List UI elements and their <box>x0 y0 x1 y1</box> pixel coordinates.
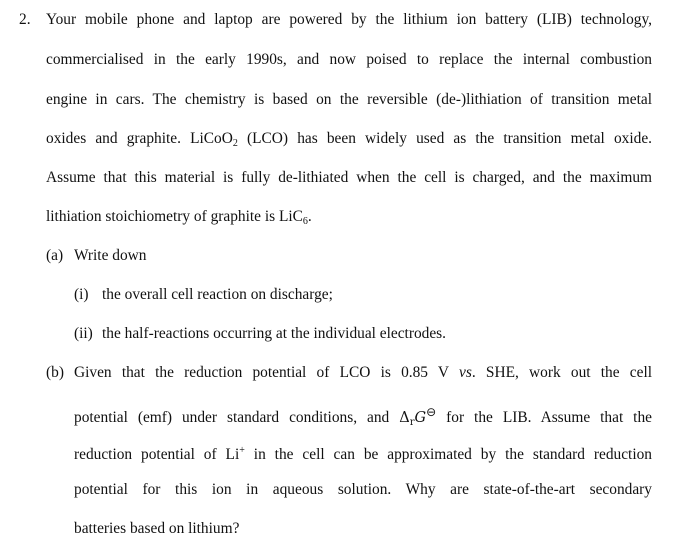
question-line-2: commercialised in the early 1990s, and now poised to replace the internal combustion <box>46 51 652 68</box>
standard-state-symbol: ⊖ <box>426 405 437 419</box>
line4-pre: oxides and graphite. LiCoO <box>46 130 233 147</box>
line4-post: (LCO) has been widely used as the transition metal oxide. <box>237 130 652 147</box>
gibbs-energy-symbol <box>399 405 437 428</box>
part-a-label: (a) <box>46 247 64 264</box>
question-number: 2. <box>19 11 31 28</box>
part-b-line-2 <box>74 402 652 433</box>
line6-pre: lithiation stoichiometry of graphite is LiC <box>46 208 303 225</box>
part-b-line-4: potential for this ion in aqueous solution. Why are state-of-the-art secondary <box>74 481 652 498</box>
b3-superscript: + <box>239 445 245 456</box>
question-line-1: Your mobile phone and laptop are powered by the lithium ion battery (LIB) technology, <box>46 11 652 28</box>
b1-italic: vs <box>459 364 472 381</box>
part-a-i-text: the overall cell reaction on discharge; <box>102 286 333 303</box>
question-line-5: Assume that this material is fully de-lithiated when the cell is charged, and the maximum <box>46 169 652 186</box>
question-line-3: engine in cars. The chemistry is based on the reversible (de-)lithiation of transition metal <box>46 91 652 108</box>
part-b-line-5: batteries based on lithium? <box>74 520 240 537</box>
part-a-ii-text: the half-reactions occurring at the individual electrodes. <box>102 325 447 342</box>
question-line-4 <box>46 129 652 154</box>
b2-post: for the LIB. Assume that the <box>436 409 652 426</box>
line6-post: . <box>307 208 312 225</box>
part-a-text: Write down <box>74 247 147 264</box>
b3-pre: reduction potential of Li <box>74 446 240 463</box>
question-line-6 <box>46 207 312 232</box>
g-symbol: G <box>414 410 427 426</box>
part-a-ii-label: (ii) <box>74 325 93 342</box>
b1-post: . SHE, work out the cell <box>471 364 652 381</box>
b3-post: in the cell can be approximated by the standard reduction <box>244 446 653 463</box>
line4-subscript: 2 <box>232 138 238 149</box>
part-b-line-3 <box>74 441 652 465</box>
line6-subscript: 6 <box>302 216 308 227</box>
b1-pre: Given that the reduction potential of LCO is 0.85 V <box>74 364 459 381</box>
delta-symbol: Δ <box>399 410 410 426</box>
part-a-i-label: (i) <box>74 286 89 303</box>
b2-pre: potential (emf) under standard conditions, and <box>74 409 400 426</box>
part-b-label: (b) <box>46 364 64 381</box>
part-b-line-1 <box>74 363 652 383</box>
reaction-subscript: r <box>409 417 415 428</box>
